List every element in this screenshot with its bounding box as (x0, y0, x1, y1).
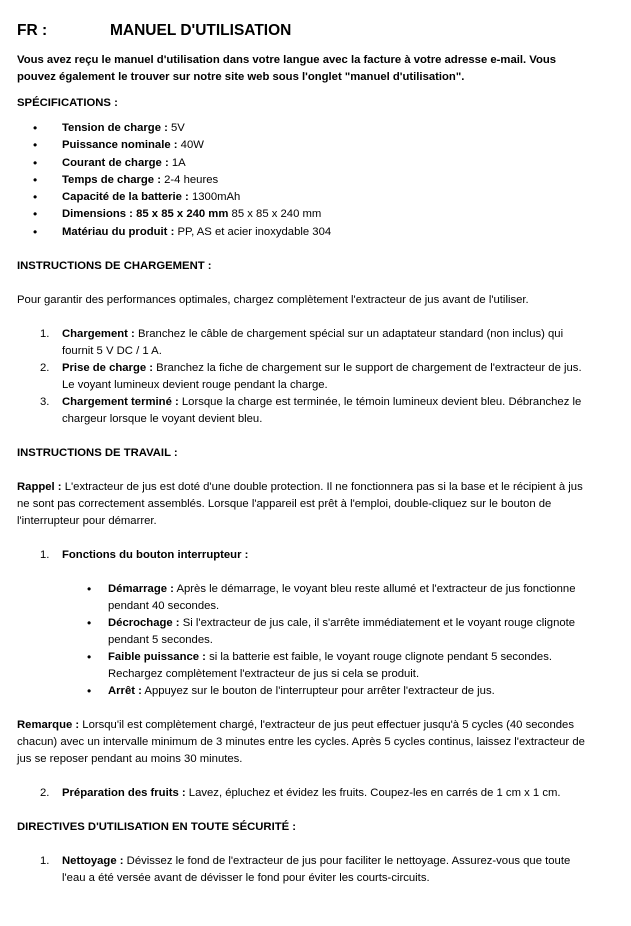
spec-item (17, 189, 595, 206)
intro-text: Vous avez reçu le manuel d'utilisation dans votre langue avec la facture à votre adresse e-mail. Vous pouvez également le trouver sur notre site web sous l'onglet "manuel d'utilisation". (17, 54, 557, 83)
spec-item (17, 172, 595, 189)
specs-heading: SPÉCIFICATIONS : (17, 97, 118, 109)
function-label: Arrêt : (108, 685, 142, 698)
function-label: Décrochage : (108, 617, 180, 630)
step-text: Branchez le câble de chargement spécial sur un adaptateur standard (non inclus) qui fournit 5 V DC / 1 A. (62, 328, 564, 358)
manual-page (17, 18, 595, 887)
remark-text: Lorsqu'il est complètement chargé, l'extracteur de jus peut effectuer jusqu'à 5 cycles (40 secondes chacun) avec un intervalle minimum de 3 minutes entre les cycles. Après 5 cycles continus, laissez l'extracteur de jus se reposer pendant au moins 30 minutes. (17, 719, 585, 766)
step-text: Lorsque la charge est terminée, le témoin lumineux devient bleu. Débranchez le chargeur lorsque le voyant devient bleu. (62, 396, 582, 426)
charging-step (17, 394, 595, 428)
step-label: Préparation des fruits : (62, 787, 186, 800)
spec-value: 1300mAh (188, 191, 241, 204)
function-text: si la batterie est faible, le voyant rouge clignote pendant 5 secondes. Rechargez complètement l'extracteur de jus si cela se produit. (108, 651, 552, 681)
step-number: 1. (40, 855, 50, 868)
spec-label: Tension de charge : (62, 122, 168, 134)
spec-label: Temps de charge : (62, 173, 161, 186)
spec-value: 40W (177, 139, 204, 152)
spec-value: 5V (167, 122, 185, 134)
charging-step (17, 360, 595, 394)
step-label: Nettoyage : (62, 855, 124, 868)
step-text: Dévissez le fond de l'extracteur de jus pour faciliter le nettoyage. Assurez-vous que toute l'eau a été versée avant de dévisser le fond pour éviter les courts-circuits. (62, 855, 571, 885)
step-number: 2. (40, 362, 50, 375)
safety-steps (17, 853, 595, 887)
spec-label: Courant de charge : (62, 156, 169, 169)
work-step (17, 785, 595, 802)
function-item (17, 615, 595, 649)
language-code: FR : (17, 22, 48, 39)
function-text: Appuyez sur le bouton de l'interrupteur pour arrêter l'extracteur de jus. (141, 685, 495, 698)
work-step-2 (17, 785, 595, 802)
step-label: Chargement : (62, 328, 135, 341)
step-number: 3. (40, 396, 50, 409)
header (17, 18, 595, 43)
spec-item (17, 120, 595, 137)
reminder-label: Rappel : (17, 481, 62, 494)
spec-value: 85 x 85 x 240 mm (228, 208, 322, 221)
switch-functions-list (17, 581, 595, 700)
step-number: 1. (40, 328, 50, 341)
function-text: Après le démarrage, le voyant bleu reste allumé et l'extracteur de jus fonctionne pendant 40 secondes. (108, 583, 576, 613)
step-label: Fonctions du bouton interrupteur : (62, 549, 249, 562)
charging-step (17, 326, 595, 360)
step-label: Chargement terminé : (62, 396, 179, 409)
charging-heading: INSTRUCTIONS DE CHARGEMENT : (17, 260, 212, 273)
safety-heading: DIRECTIVES D'UTILISATION EN TOUTE SÉCURITÉ : (17, 821, 297, 834)
function-item (17, 649, 595, 683)
step-text: Branchez la fiche de chargement sur le support de chargement de l'extracteur de jus. Le voyant lumineux devient rouge pendant la charge. (62, 362, 582, 392)
work-heading: INSTRUCTIONS DE TRAVAIL : (17, 447, 178, 460)
spec-label: Capacité de la batterie : (62, 191, 189, 204)
work-step-1 (17, 547, 595, 564)
function-item (17, 581, 595, 615)
step-label: Prise de charge : (62, 362, 154, 375)
spec-value: PP, AS et acier inoxydable 304 (174, 225, 332, 238)
page-title: MANUEL D'UTILISATION (110, 22, 292, 39)
safety-step (17, 853, 595, 887)
spec-label: Puissance nominale : (62, 139, 178, 152)
function-item (17, 683, 595, 700)
specs-list (17, 120, 595, 241)
step-text: Lavez, épluchez et évidez les fruits. Coupez-les en carrés de 1 cm x 1 cm. (185, 787, 561, 800)
reminder-paragraph (17, 479, 595, 530)
spec-item (17, 137, 595, 154)
spec-item (17, 155, 595, 172)
charging-steps (17, 326, 595, 428)
reminder-text: L'extracteur de jus est doté d'une double protection. Il ne fonctionnera pas si la base et le récipient à jus ne sont pas correctement assemblés. Lorsque l'appareil est prêt à l'emploi, double-cliquez sur le bouton de l'interrupteur pour démarrer. (17, 481, 583, 528)
function-text: Si l'extracteur de jus cale, il s'arrête immédiatement et le voyant rouge clignote pendant 5 secondes. (108, 617, 576, 647)
work-step (17, 547, 595, 564)
spec-label: Dimensions : 85 x 85 x 240 mm (62, 208, 229, 221)
remark-label: Remarque : (17, 719, 80, 732)
spec-value: 2-4 heures (160, 173, 219, 186)
step-number: 2. (40, 787, 50, 800)
function-label: Faible puissance : (108, 651, 206, 664)
step-number: 1. (40, 549, 50, 562)
remark-paragraph (17, 717, 595, 768)
spec-value: 1A (168, 156, 186, 169)
spec-item (17, 224, 595, 241)
spec-label: Matériau du produit : (62, 225, 175, 238)
function-label: Démarrage : (108, 583, 174, 596)
charging-intro: Pour garantir des performances optimales, chargez complètement l'extracteur de jus avant de l'utiliser. (17, 294, 529, 307)
spec-item (17, 206, 595, 223)
